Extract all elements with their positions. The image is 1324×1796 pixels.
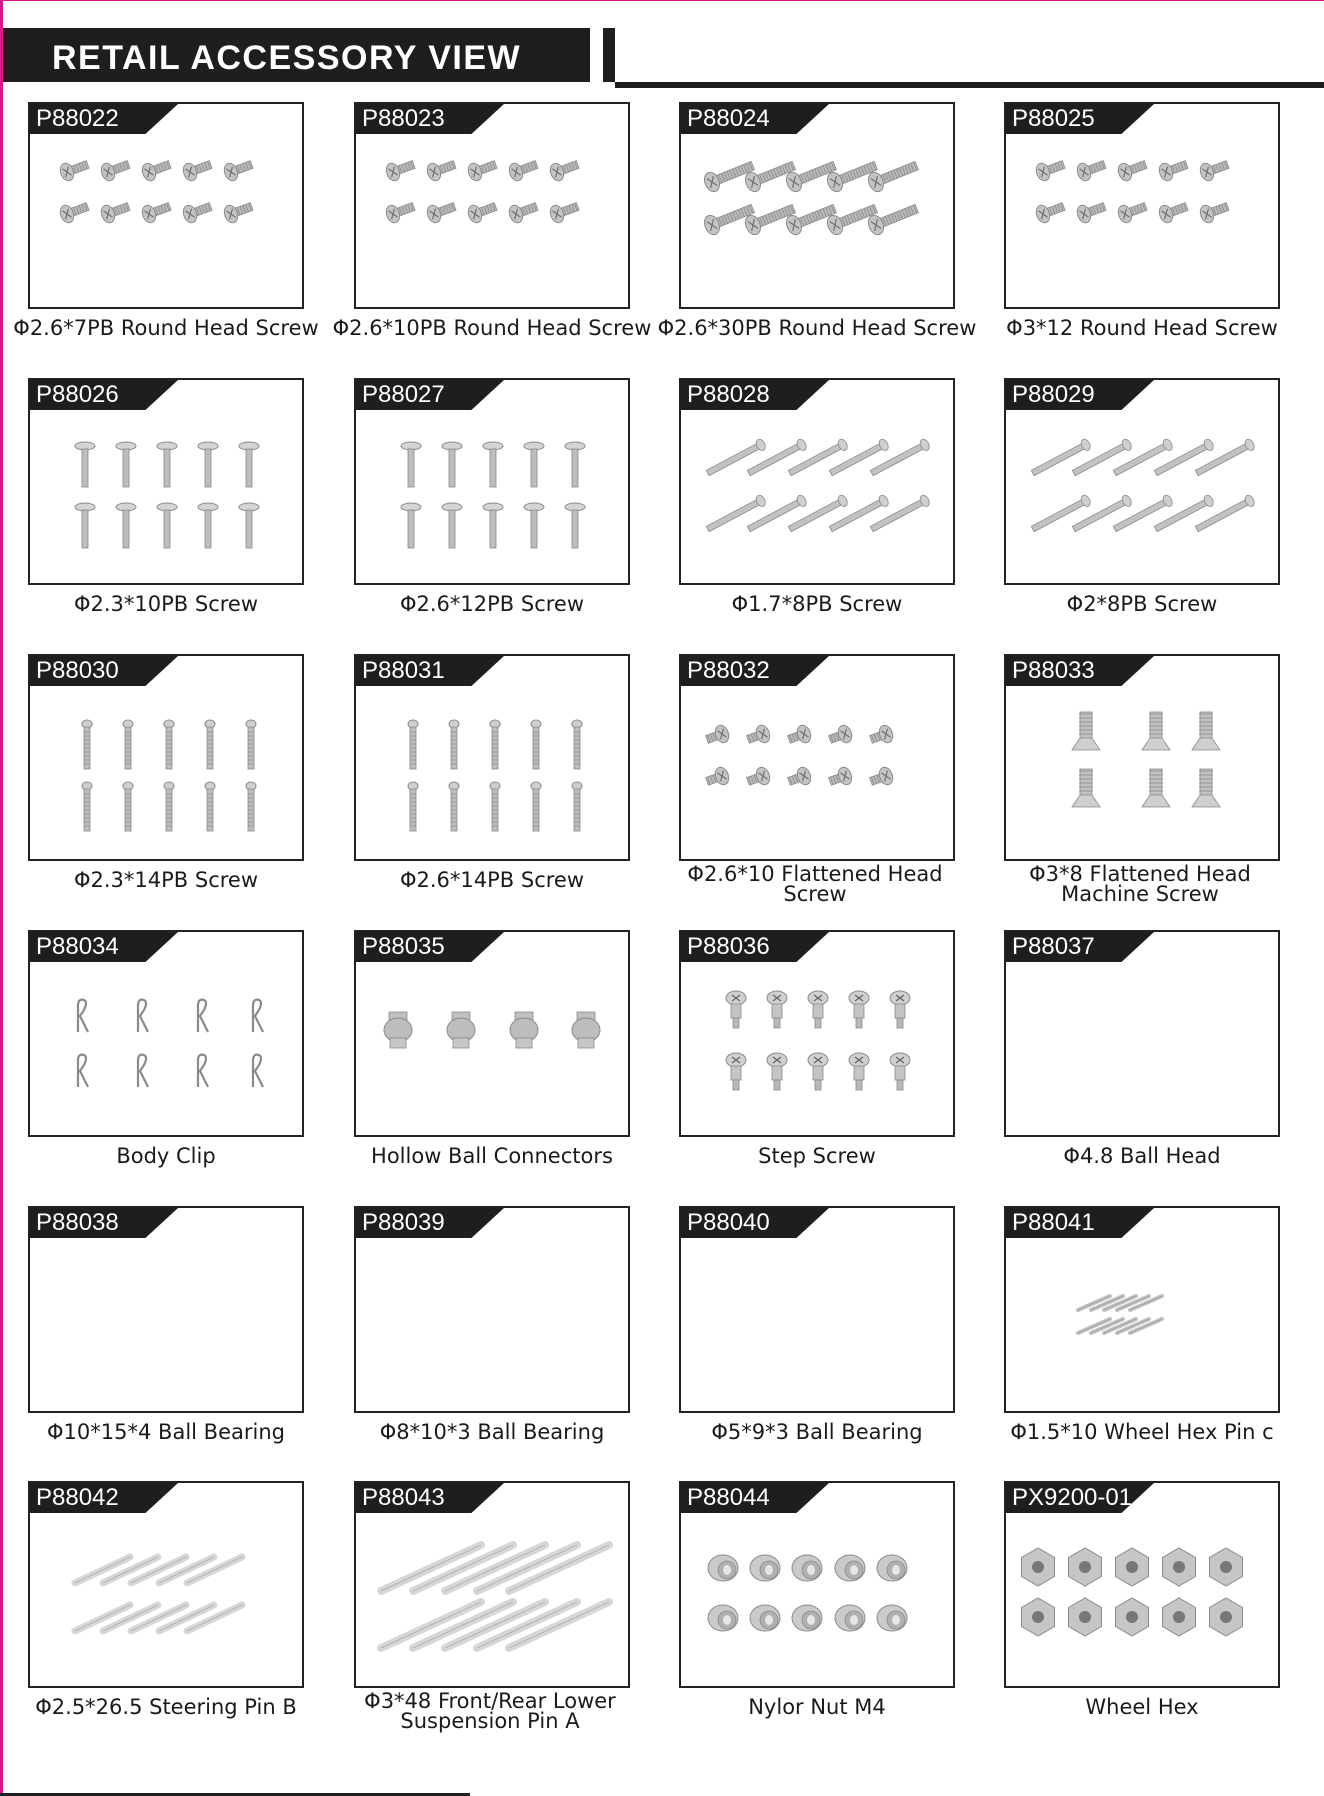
accessory-image-frame bbox=[354, 1481, 630, 1688]
round-head-screw-short-icon bbox=[30, 134, 302, 307]
accessory-image-frame bbox=[354, 102, 630, 309]
accessory-card bbox=[28, 1481, 304, 1757]
part-code: P88038 bbox=[36, 1209, 119, 1236]
accessory-image-frame bbox=[354, 378, 630, 585]
part-caption: Φ2.6*30PB Round Head Screw bbox=[657, 316, 977, 340]
accessory-card bbox=[332, 102, 652, 378]
part-code: P88044 bbox=[687, 1484, 770, 1511]
part-code: P88023 bbox=[362, 105, 445, 132]
part-code: PX9200-01 bbox=[1012, 1484, 1133, 1511]
page-title: RETAIL ACCESSORY VIEW bbox=[52, 39, 522, 77]
part-caption: Φ10*15*4 Ball Bearing bbox=[47, 1420, 285, 1444]
flattened-head-screw-icon bbox=[681, 686, 953, 859]
long-screw-upright-icon bbox=[30, 686, 302, 859]
part-caption: Φ2.6*10PB Round Head Screw bbox=[332, 316, 652, 340]
nylon-nut-icon bbox=[681, 1513, 953, 1686]
accessory-image-frame bbox=[679, 102, 955, 309]
accessory-card bbox=[679, 1206, 955, 1482]
accessory-card bbox=[354, 930, 630, 1206]
accessory-card bbox=[1004, 930, 1280, 1206]
accessory-image-frame bbox=[28, 654, 304, 861]
accessory-card bbox=[13, 102, 319, 378]
ball-connector-icon bbox=[356, 962, 628, 1135]
round-head-screw-long-icon bbox=[681, 134, 953, 307]
step-screw-icon bbox=[681, 962, 953, 1135]
accessory-image-frame bbox=[28, 378, 304, 585]
accessory-image-frame bbox=[679, 654, 955, 861]
accessory-image-frame bbox=[1004, 1206, 1280, 1413]
accessory-image-frame bbox=[1004, 378, 1280, 585]
countersunk-screw-icon bbox=[1006, 686, 1278, 859]
accessory-card bbox=[1004, 102, 1280, 378]
part-code: P88031 bbox=[362, 657, 445, 684]
small-pin-icon bbox=[1006, 1238, 1278, 1411]
body-clip-icon bbox=[30, 962, 302, 1135]
part-code: P88028 bbox=[687, 381, 770, 408]
accessory-image-frame bbox=[354, 930, 630, 1137]
part-code: P88035 bbox=[362, 933, 445, 960]
accessory-image-frame bbox=[679, 1481, 955, 1688]
part-caption: Φ3*48 Front/Rear Lower Suspension Pin A bbox=[364, 1689, 616, 1733]
accessory-image-frame bbox=[679, 930, 955, 1137]
part-code: P88025 bbox=[1012, 105, 1095, 132]
part-caption: Φ5*9*3 Ball Bearing bbox=[711, 1420, 923, 1444]
part-caption: Φ8*10*3 Ball Bearing bbox=[379, 1420, 605, 1444]
accessory-card bbox=[1004, 378, 1280, 654]
accessory-image-frame bbox=[1004, 102, 1280, 309]
part-caption: Φ3*12 Round Head Screw bbox=[1006, 316, 1278, 340]
steering-pin-icon bbox=[30, 1513, 302, 1686]
accessory-card bbox=[354, 378, 630, 654]
part-code: P88041 bbox=[1012, 1209, 1095, 1236]
page-border-left bbox=[0, 0, 3, 1796]
part-caption: Φ1.7*8PB Screw bbox=[731, 592, 903, 616]
accessory-image-frame bbox=[354, 654, 630, 861]
part-caption: Φ2.6*12PB Screw bbox=[399, 592, 585, 616]
flat-screw-upright-icon bbox=[30, 410, 302, 583]
accessory-image-frame bbox=[1004, 930, 1280, 1137]
part-code: P88040 bbox=[687, 1209, 770, 1236]
part-code: P88030 bbox=[36, 657, 119, 684]
header-notch bbox=[603, 28, 615, 82]
accessory-card bbox=[1004, 1206, 1280, 1482]
accessory-card bbox=[28, 930, 304, 1206]
accessory-image-frame bbox=[28, 1481, 304, 1688]
part-caption: Φ2.3*14PB Screw bbox=[73, 868, 259, 892]
flat-screw-upright-icon bbox=[356, 410, 628, 583]
part-code: P88026 bbox=[36, 381, 119, 408]
thin-screw-diagonal-icon bbox=[681, 410, 953, 583]
part-caption: Φ2.6*14PB Screw bbox=[399, 868, 585, 892]
accessory-image-frame bbox=[28, 102, 304, 309]
accessory-card bbox=[354, 1481, 630, 1757]
part-code: P88033 bbox=[1012, 657, 1095, 684]
part-caption: Wheel Hex bbox=[1085, 1695, 1199, 1719]
accessory-card bbox=[679, 378, 955, 654]
accessory-image-frame bbox=[28, 1206, 304, 1413]
round-head-screw-short-icon bbox=[1006, 134, 1278, 307]
accessory-card bbox=[354, 654, 630, 930]
wheel-hex-icon bbox=[1006, 1513, 1278, 1686]
part-caption: Φ3*8 Flattened Head Machine Screw bbox=[1029, 862, 1251, 906]
thin-screw-diagonal-icon bbox=[1006, 410, 1278, 583]
part-caption: Φ2.5*26.5 Steering Pin B bbox=[35, 1695, 297, 1719]
accessory-card bbox=[28, 654, 304, 930]
part-code: P88043 bbox=[362, 1484, 445, 1511]
part-code: P88024 bbox=[687, 105, 770, 132]
part-caption: Φ2.6*10 Flattened Head Screw bbox=[687, 862, 943, 906]
part-code: P88037 bbox=[1012, 933, 1095, 960]
round-head-screw-short-icon bbox=[356, 134, 628, 307]
part-code: P88039 bbox=[362, 1209, 445, 1236]
part-caption: Nylor Nut M4 bbox=[748, 1695, 886, 1719]
accessory-card bbox=[28, 1206, 304, 1482]
part-code: P88042 bbox=[36, 1484, 119, 1511]
page-border-top bbox=[0, 0, 1324, 1]
long-screw-upright-icon bbox=[356, 686, 628, 859]
accessory-card bbox=[1004, 1481, 1280, 1757]
part-code: P88027 bbox=[362, 381, 445, 408]
accessory-card bbox=[679, 654, 955, 930]
accessory-image-frame bbox=[354, 1206, 630, 1413]
header-rule bbox=[615, 82, 1324, 88]
part-caption: Φ2.3*10PB Screw bbox=[73, 592, 259, 616]
accessory-card bbox=[354, 1206, 630, 1482]
part-caption: Φ1.5*10 Wheel Hex Pin c bbox=[1010, 1420, 1274, 1444]
part-caption: Hollow Ball Connectors bbox=[371, 1144, 613, 1168]
part-caption: Φ4.8 Ball Head bbox=[1063, 1144, 1221, 1168]
accessory-card bbox=[28, 378, 304, 654]
accessory-image-frame bbox=[679, 1206, 955, 1413]
accessory-card bbox=[657, 102, 977, 378]
accessory-card bbox=[679, 1481, 955, 1757]
accessory-image-frame bbox=[1004, 1481, 1280, 1688]
accessory-image-frame bbox=[679, 378, 955, 585]
suspension-pin-icon bbox=[356, 1513, 628, 1686]
part-caption: Step Screw bbox=[758, 1144, 876, 1168]
part-code: P88022 bbox=[36, 105, 119, 132]
part-caption: Φ2*8PB Screw bbox=[1066, 592, 1218, 616]
part-caption: Body Clip bbox=[116, 1144, 216, 1168]
accessory-image-frame bbox=[1004, 654, 1280, 861]
accessory-image-frame bbox=[28, 930, 304, 1137]
part-code: P88034 bbox=[36, 933, 119, 960]
part-caption: Φ2.6*7PB Round Head Screw bbox=[13, 316, 319, 340]
part-code: P88029 bbox=[1012, 381, 1095, 408]
accessory-card bbox=[679, 930, 955, 1206]
part-code: P88032 bbox=[687, 657, 770, 684]
part-code: P88036 bbox=[687, 933, 770, 960]
accessory-card bbox=[1004, 654, 1280, 930]
